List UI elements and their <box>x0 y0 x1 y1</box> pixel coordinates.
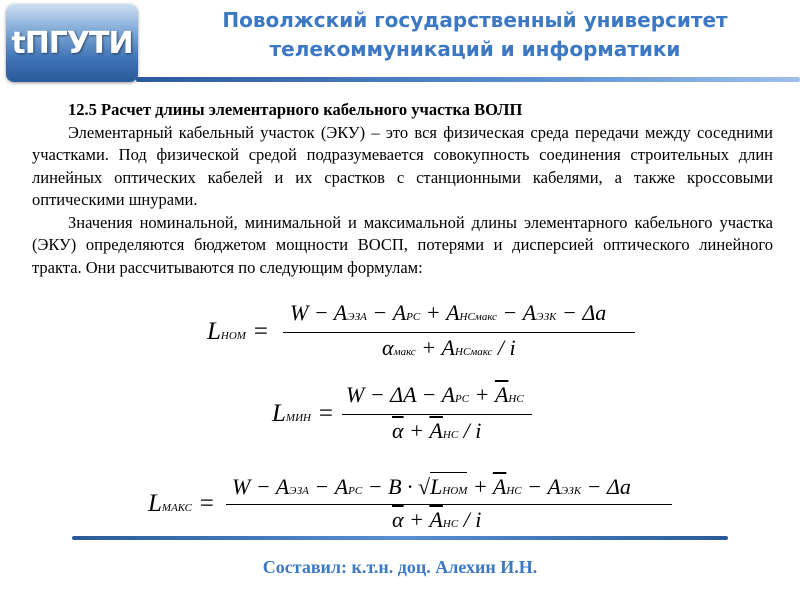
formula-maks-fraction-bar <box>226 504 672 505</box>
formula-nom-lhs: LНОМ = <box>207 318 270 345</box>
footer-divider <box>72 536 728 540</box>
formula-nom-numerator: W − AЭЗА − AРС + AНСмакс − AЭЗК − Δa <box>290 300 607 325</box>
formula-maks-lhs: LМАКС = <box>148 490 216 517</box>
page-title <box>150 6 800 64</box>
formula-min-fraction-bar <box>342 414 532 415</box>
logo-text: tПГУТИ <box>11 25 133 61</box>
main-content <box>32 99 773 279</box>
title-line-2: телекоммуникаций и информатики <box>269 37 681 61</box>
formula-maks-denominator: $\overline{\alpha} + \overline{A}НС / i$ <box>392 507 482 532</box>
formula-min-numerator: W − ΔA − AРС + $\overline{A}НС$ <box>346 382 524 407</box>
header-divider <box>136 77 800 82</box>
author-credit: Составил: к.т.н. доц. Алехин И.Н. <box>262 557 538 577</box>
section-heading: 12.5 Расчет длины элементарного кабельного участка ВОЛП <box>68 100 523 119</box>
formula-nom-fraction-bar <box>283 332 635 333</box>
title-line-1: Поволжский государственный университет <box>222 8 728 32</box>
formula-min-lhs: LМИН = <box>272 400 335 427</box>
paragraph-2: Значения номинальной, минимальной и максимальной длины элементарного кабельного участка (ЭКУ) определяются бюджетом мощности ВОСП, потерями и дисперсией оптического линейного тракта. Они рассчитываются по следующим формулам: <box>32 212 773 277</box>
university-logo <box>6 4 138 82</box>
formula-maks-numerator: W − AЭЗА − AРС − B · √LНОМ + $\overline{A}НС$ − AЭЗК − Δa <box>232 474 631 499</box>
sqrt-radicand: LНОМ <box>430 474 468 499</box>
formula-min-denominator: $\overline{\alpha} + \overline{A}НС / i$ <box>392 418 482 443</box>
formula-nom-denominator: αмакс + AНСмакс / i <box>382 335 516 360</box>
paragraph-1: Элементарный кабельный участок (ЭКУ) – это вся физическая среда передачи между соседними участками. Под физической средой подразумевается совокупность соединения строительных длин линейных оптических кабелей и их срастков с станционными кабелями, а также кроссовыми оптическими шнурами. <box>32 122 773 209</box>
